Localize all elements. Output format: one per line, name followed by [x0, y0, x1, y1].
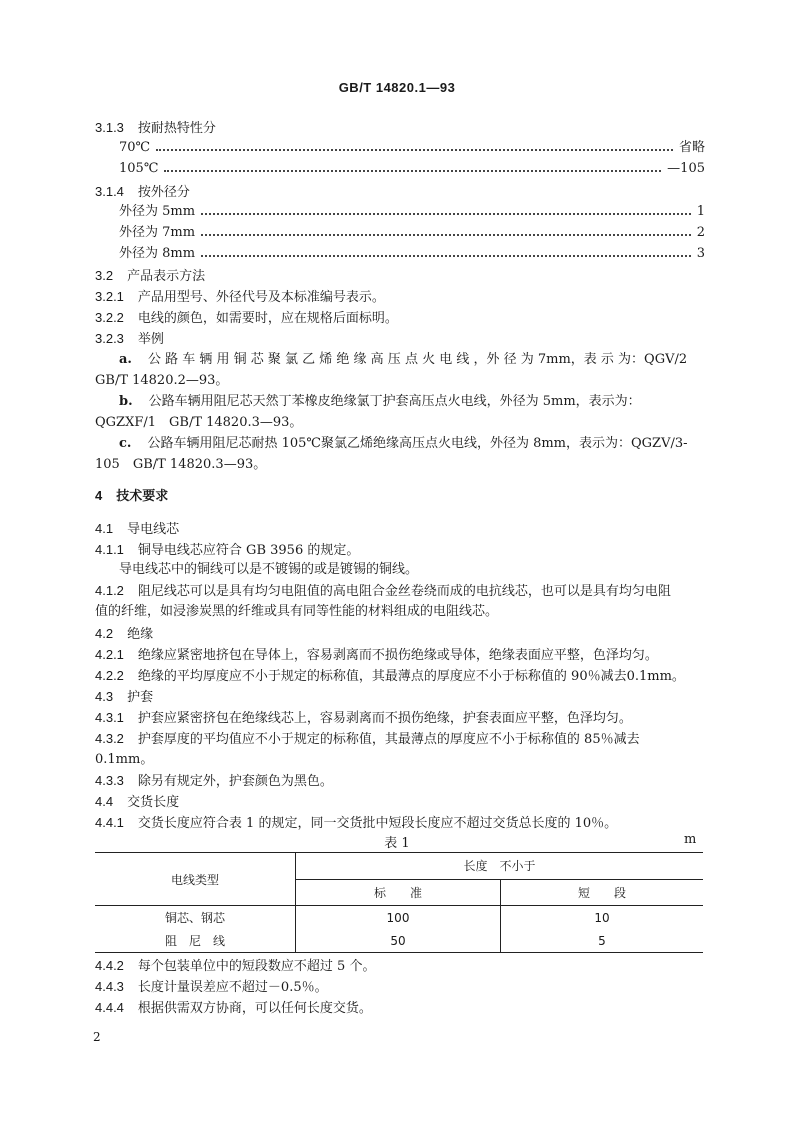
section-4-4-3: [95, 978, 705, 997]
section-title: 举例: [137, 332, 164, 347]
section-4-3-3: [95, 772, 705, 791]
section-number: 4.3.2: [95, 731, 124, 746]
class-item-label: 外径为 7mm: [119, 225, 196, 240]
leader-dots: [201, 213, 691, 215]
page-header: GB/T 14820.1—93: [338, 80, 456, 95]
section-number: 4.1: [95, 521, 114, 536]
class-item: [119, 139, 705, 157]
section-4-2-1: [95, 646, 705, 665]
section-text: 绝缘应紧密地挤包在导体上，容易剥离而不损伤绝缘或导体，绝缘表面应平整，色泽均匀。: [137, 648, 658, 663]
section-title: 按耐热特性分: [137, 121, 216, 136]
table-cell-short: 10: [501, 906, 704, 930]
section-number: 4.1.2: [95, 583, 124, 598]
table-row: [95, 906, 703, 930]
section-4-4-2: [95, 957, 705, 976]
leader-dots: [201, 234, 691, 236]
table-row: [95, 929, 703, 953]
example-b-cont: QGZXF/1 GB/T 14820.3—93。: [95, 415, 303, 430]
class-item-code: —105: [667, 161, 705, 176]
example-letter: a.: [119, 352, 132, 367]
section-number: 4.4: [95, 794, 114, 809]
section-4-4: [95, 793, 705, 812]
section-text: 电线的颜色，如需要时，应在规格后面标明。: [137, 311, 398, 326]
section-number: 4.3.1: [95, 710, 124, 725]
section-number: 4.2.1: [95, 647, 124, 662]
section-number: 3.1.3: [95, 120, 124, 135]
section-number: 3.2: [95, 268, 114, 283]
section-text: 护套应紧密挤包在绝缘线芯上，容易剥离而不损伤绝缘，护套表面应平整，色泽均匀。: [137, 711, 632, 726]
example-text: 公 路 车 辆 用 铜 芯 聚 氯 乙 烯 绝 缘 高 压 点 火 电 线 ，外 径 为 7mm，表 示 为：QGV/2: [147, 352, 688, 367]
example-letter: b.: [119, 394, 133, 409]
section-3-1-3: [95, 119, 705, 138]
section-number: 3.2.3: [95, 331, 124, 346]
table-title: 表 1: [384, 836, 410, 851]
leader-dots: [201, 255, 691, 257]
section-4-4-4: [95, 999, 705, 1018]
section-4-2-2: [95, 667, 705, 686]
table-unit: m: [684, 832, 697, 847]
section-text: 阻尼线芯可以是具有均匀电阻值的高电阻合金丝卷绕而成的电抗线芯，也可以是具有均匀电阻: [137, 584, 671, 599]
section-title: 导电线芯: [127, 522, 180, 537]
section-number: 4.4.3: [95, 979, 124, 994]
section-text: 长度计量误差应不超过－0.5％。: [137, 980, 328, 995]
table-cell-standard: 100: [296, 906, 501, 930]
section-number: 3.1.4: [95, 184, 124, 199]
section-3-2-3: [95, 330, 705, 349]
section-text: 护套厚度的平均值应不小于规定的标称值，其最薄点的厚度应不小于标称值的 85％减去: [137, 732, 640, 747]
section-3-2-2: [95, 309, 705, 328]
example-b: [119, 393, 705, 411]
chapter-4-heading: [95, 487, 705, 505]
section-text: 铜导电线芯应符合 GB 3956 的规定。: [137, 543, 360, 558]
class-item-code: 2: [696, 225, 705, 240]
leader-dots: [164, 170, 661, 172]
section-4-1-2-cont: 值的纤维，如浸渗炭黑的纤维或具有同等性能的材料组成的电阻线芯。: [95, 604, 499, 619]
section-title: 按外径分: [137, 185, 190, 200]
section-number: 4.4.1: [95, 815, 124, 830]
section-number: 4.3.3: [95, 773, 124, 788]
example-text: 公路车辆用阻尼芯耐热 105℃聚氯乙烯绝缘高压点火电线，外径为 8mm，表示为：QGZV/3-: [147, 436, 688, 451]
example-a: [119, 351, 705, 369]
section-4-4-1: [95, 814, 705, 833]
section-4-3-1: [95, 709, 705, 728]
section-4-2: [95, 625, 705, 644]
example-a-cont: GB/T 14820.2—93。: [95, 373, 229, 388]
section-number: 4.2.2: [95, 668, 124, 683]
section-4-3-2-cont: 0.1mm。: [95, 752, 154, 767]
section-text: 根据供需双方协商，可以任何长度交货。: [137, 1001, 372, 1016]
page-number: 2: [93, 1030, 101, 1044]
class-item-label: 105℃: [119, 161, 159, 176]
table-header-type: 电线类型: [95, 853, 296, 906]
class-item-code: 3: [696, 246, 705, 261]
class-item: [119, 224, 705, 242]
table-cell-type: 铜芯、钢芯: [164, 911, 225, 925]
section-4-3: [95, 688, 705, 707]
class-item: [119, 203, 705, 221]
section-4-1: [95, 520, 705, 539]
section-number: 3.2.2: [95, 310, 124, 325]
table-cell-type: 阻 尼 线: [95, 929, 296, 953]
table-cell-short: 5: [501, 929, 704, 953]
section-title: 绝缘: [127, 627, 154, 642]
example-letter: c.: [119, 436, 132, 451]
section-text: 绝缘的平均厚度应不小于规定的标称值，其最薄点的厚度应不小于标称值的 90％减去0.1mm。: [137, 669, 685, 684]
class-item-code: 1: [696, 204, 705, 219]
section-3-2: [95, 267, 705, 286]
section-4-1-1: [95, 541, 705, 560]
delivery-length-table: [95, 852, 703, 953]
section-3-1-4: [95, 183, 705, 202]
section-number: 3.2.1: [95, 289, 124, 304]
class-item-code: 省略: [678, 140, 705, 155]
class-item-label: 70℃: [119, 140, 151, 155]
section-title: 产品表示方法: [127, 269, 206, 284]
chapter-number: 4: [95, 488, 103, 503]
leader-dots: [156, 149, 673, 151]
table-cell-standard: 50: [296, 929, 501, 953]
section-4-3-2: [95, 730, 705, 749]
section-number: 4.1.1: [95, 542, 124, 557]
chapter-title: 技术要求: [116, 488, 169, 503]
section-text: 产品用型号、外径代号及本标准编号表示。: [137, 290, 385, 305]
table-header-short: 短 段: [501, 879, 704, 906]
table-header-standard: 标 准: [296, 879, 501, 906]
section-number: 4.2: [95, 626, 114, 641]
section-number: 4.3: [95, 689, 114, 704]
table-header-length: 长度 不小于: [296, 853, 704, 880]
section-title: 护套: [127, 690, 154, 705]
section-number: 4.4.2: [95, 958, 124, 973]
section-4-1-1-cont: 导电线芯中的铜线可以是不镀锡的或是镀锡的铜线。: [119, 562, 419, 577]
section-text: 每个包装单位中的短段数应不超过 5 个。: [137, 959, 376, 974]
class-item-label: 外径为 5mm: [119, 204, 196, 219]
class-item-label: 外径为 8mm: [119, 246, 196, 261]
class-item: [119, 160, 705, 178]
section-text: 交货长度应符合表 1 的规定，同一交货批中短段长度应不超过交货总长度的 10％。: [137, 816, 618, 831]
example-c: [119, 435, 705, 453]
section-title: 交货长度: [127, 795, 180, 810]
section-4-1-2: [95, 582, 705, 601]
class-item: [119, 245, 705, 263]
section-text: 除另有规定外，护套颜色为黑色。: [137, 774, 333, 789]
example-text: 公路车辆用阻尼芯天然丁苯橡皮绝缘氯丁护套高压点火电线，外径为 5mm，表示为：: [148, 394, 641, 409]
section-number: 4.4.4: [95, 1000, 124, 1015]
example-c-cont: 105 GB/T 14820.3—93。: [95, 457, 267, 472]
section-3-2-1: [95, 288, 705, 307]
